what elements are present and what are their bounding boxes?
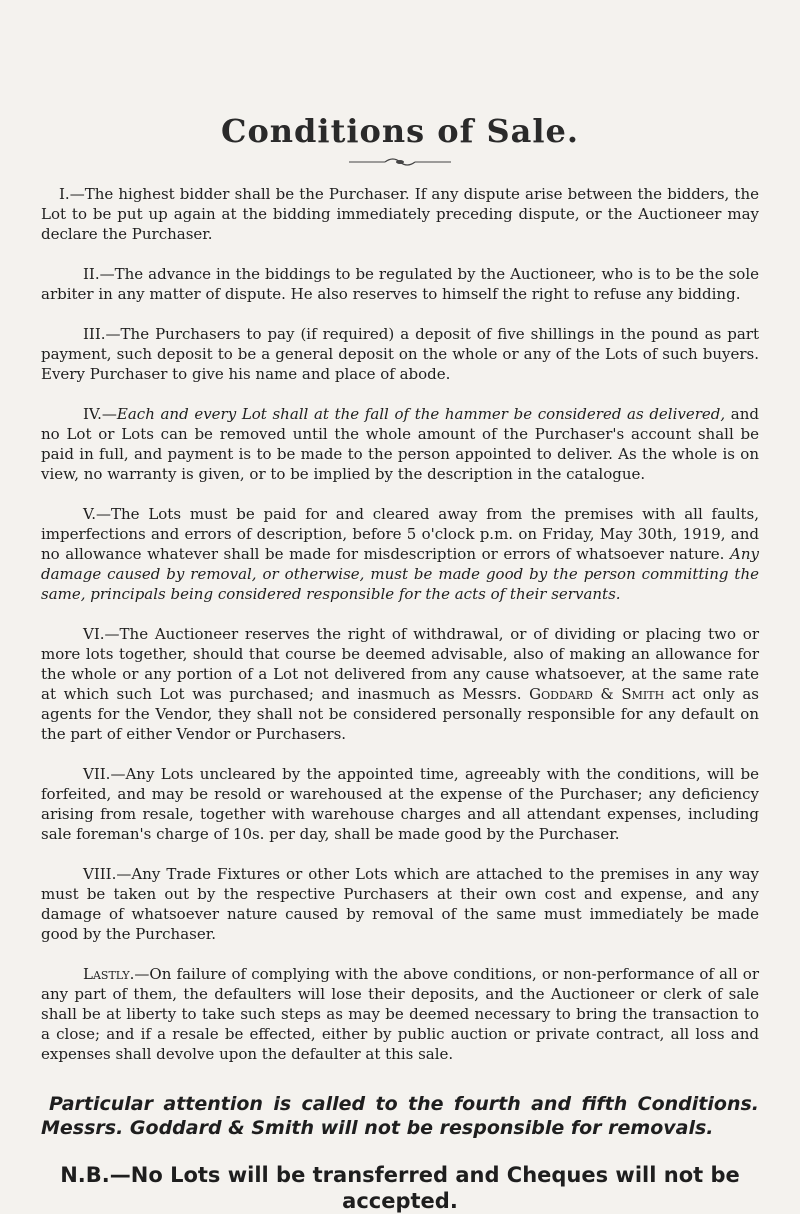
- condition-6: [41, 624, 759, 744]
- title-ornament: [345, 156, 455, 168]
- condition-4-number: IV.—: [83, 405, 117, 423]
- condition-3: [41, 324, 759, 384]
- condition-1-text: I.—The highest bidder shall be the Purchaser. If any dispute arise between the bidders, the Lot to be put up again at the bidding immediately preceding dispute, or the Auctioneer may declare the Purchaser.: [41, 185, 759, 243]
- condition-5-italic: Any damage caused by removal, or otherwise, must be made good by the person committing the same, principals being considered responsible for the acts of their servants.: [41, 545, 759, 603]
- condition-2: [41, 264, 759, 304]
- condition-6-text-before: VI.—The Auctioneer reserves the right of withdrawal, or of dividing or placing two or more lots together, should that course be deemed advisable, also of making an allowance for the whole or any portion of a Lot not delivered from any cause whatsoever, at the same rate at which such Lot was purchased; and inasmuch as Messrs.: [41, 625, 759, 703]
- condition-4-italic: Each and every Lot shall at the fall of the hammer be considered as delivered,: [116, 405, 726, 423]
- condition-8-text: VIII.—Any Trade Fixtures or other Lots which are attached to the premises in any way must be taken out by the respective Purchasers at their own cost and expense, and any damage of whatsoever nature caused by removal of the same must immediately be made good by the Purchaser.: [41, 865, 759, 943]
- condition-lastly-text: —On failure of complying with the above conditions, or non-performance of all or any part of them, the defaulters will lose their deposits, and the Auctioneer or clerk of sale shall be at liberty to take such steps as may be deemed necessary to bring the transaction to a close; and if a resale be effected, either by public auction or private contract, all loss and expenses shall devolve upon the defaulter at this sale.: [41, 965, 759, 1063]
- condition-8: [41, 864, 759, 944]
- condition-6-text-after: act only as agents for the Vendor, they shall not be considered personally responsible for any default on the part of either Vendor or Purchasers.: [41, 685, 759, 743]
- condition-7-text: VII.—Any Lots uncleared by the appointed time, agreeably with the conditions, will be forfeited, and may be resold or warehoused at the expense of the Purchaser; any deficiency arising from resale, together with warehouse charges and all attendant expenses, including sale foreman's charge of 10s. per day, shall be made good by the Purchaser.: [41, 765, 759, 843]
- condition-7: [41, 764, 759, 844]
- condition-4-text: and no Lot or Lots can be removed until the whole amount of the Purchaser's account shall be paid in full, and payment is to be made to the person appointed to deliver. As the whole is on view, no warranty is given, or to be implied by the description in the catalogue.: [41, 405, 760, 483]
- lastly-heading: Lastly.: [83, 965, 135, 983]
- condition-4: [41, 404, 759, 484]
- condition-lastly: [41, 964, 759, 1064]
- condition-3-text: III.—The Purchasers to pay (if required) a deposit of five shillings in the pound as part payment, such deposit to be a general deposit on the whole or any of the Lots of such buyers. Every Purchaser to give his name and place of abode.: [41, 325, 759, 383]
- auctioneer-name: Goddard & Smith: [529, 685, 665, 703]
- condition-1: [41, 184, 759, 244]
- condition-5-text: V.—The Lots must be paid for and cleared away from the premises with all faults, imperfections and errors of description, before 5 o'clock p.m. on Friday, May 30th, 1919, and no allowance whatever shall be made for misdescription or errors of whatsoever nature.: [41, 505, 759, 563]
- page-title: Conditions of Sale.: [220, 112, 580, 150]
- attention-notice: Particular attention is called to the fourth and fifth Conditions. Messrs. Goddard & Smith will not be responsible for removals.: [41, 1093, 759, 1139]
- nota-bene: N.B.—No Lots will be transferred and Cheques will not be accepted.: [60, 1163, 740, 1213]
- condition-5: [41, 504, 759, 604]
- condition-2-text: II.—The advance in the biddings to be regulated by the Auctioneer, who is to be the sole arbiter in any matter of dispute. He also reserves to himself the right to refuse any bidding.: [41, 265, 759, 303]
